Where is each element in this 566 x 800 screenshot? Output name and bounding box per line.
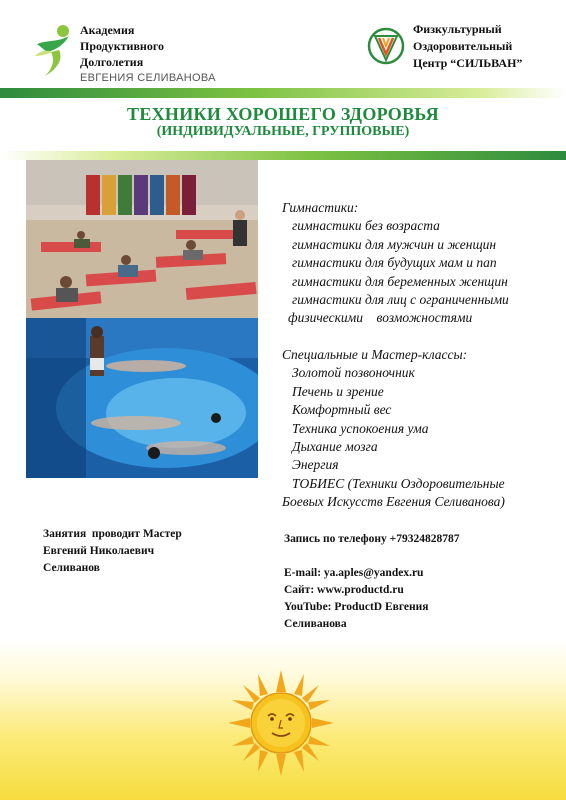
sun-icon [228,670,334,776]
academy-line-3: Долголетия [80,55,144,69]
contact-info [284,531,459,633]
pool-class-photo [26,318,258,478]
center-line-1: Физкультурный [413,22,502,36]
masterclass-item: ТОБИЕС (Техники Оздоровительные [292,475,505,491]
academy-name [80,22,216,86]
youtube-link[interactable]: YouTube: ProductD Евгения [284,601,429,613]
masterclass-item: Энергия [292,457,339,473]
page-subtitle: (ИНДИВИДУАЛЬНЫЕ, ГРУППОВЫЕ) [156,124,410,139]
phone-text[interactable]: Запись по телефону +79324828787 [284,533,460,545]
gymnastics-heading: Гимнастики: [282,200,359,215]
trainer-line-2: Евгений Николаевич [43,545,155,557]
gymnastics-item: гимнастики для беременных женщин [292,273,508,289]
masterclass-item: Печень и зрение [292,383,384,399]
masterclass-item: Комфортный вес [292,402,392,418]
trainer-line-1: Занятия проводит Мастер [43,528,182,540]
sylvan-center-name [413,21,522,72]
bottom-green-band [0,151,566,160]
center-line-2: Оздоровительный [413,39,513,53]
website-link[interactable]: Сайт: www.productd.ru [284,584,404,596]
trainer-line-3: Селиванов [43,562,100,574]
gymnastics-item: гимнастики для будущих мам и пап [292,255,497,271]
page-title: ТЕХНИКИ ХОРОШЕГО ЗДОРОВЬЯ [127,104,439,124]
masterclass-item: Золотой позвоночник [292,365,415,381]
top-green-band [0,88,566,98]
gymnastics-list [282,199,509,328]
academy-line-2: Продуктивного [80,39,164,53]
gymnastics-item: гимнастики для мужчин и женщин [292,236,497,252]
gymnastics-item: гимнастики без возраста [292,218,440,234]
academy-line-4: ЕВГЕНИЯ СЕЛИВАНОВА [80,72,216,84]
masterclass-item: Боевых Искусств Евгения Селиванова) [282,494,505,510]
masterclass-item: Дыхание мозга [292,439,378,455]
masterclass-item: Техника успокоения ума [292,420,429,436]
masterclass-heading: Специальные и Мастер-классы: [282,347,468,362]
academy-line-1: Академия [80,23,135,37]
email-link[interactable]: E-mail: ya.aples@yandex.ru [284,567,424,579]
youtube-link-continued[interactable]: Селиванова [284,618,347,630]
trainer-info [43,526,182,577]
center-line-3: Центр “СИЛЬВАН” [413,56,523,70]
gymnastics-item: физическими возможностями [288,310,473,326]
masterclass-list [282,346,505,512]
academy-logo-icon [33,22,77,78]
sylvan-center-logo-icon [366,24,406,68]
gymnastics-item: гимнастики для лиц с ограниченными [292,292,509,308]
gym-class-photo [26,160,258,318]
